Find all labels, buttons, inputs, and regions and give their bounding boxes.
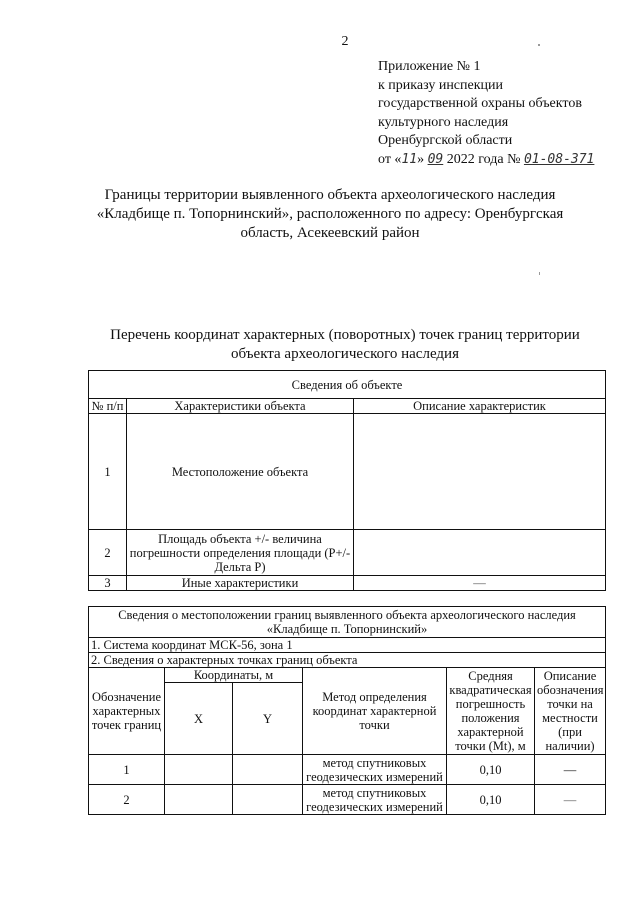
point-method: метод спутниковых геодезических измерений (303, 755, 447, 785)
row-description: — (354, 576, 606, 591)
scan-speck (539, 272, 540, 275)
row-characteristic: Площадь объекта +/- величина погрешности определения площади (P+/- Дельта P) (127, 530, 354, 576)
point-y (233, 755, 303, 785)
table-row (89, 638, 606, 653)
coordinate-system: 1. Система координат МСК-56, зона 1 (89, 638, 606, 653)
row-num: 3 (89, 576, 127, 591)
appendix-line: культурного наследия (378, 114, 509, 130)
point-x (165, 755, 233, 785)
scan-speck (538, 44, 540, 46)
appendix-date-line (378, 151, 594, 170)
table-header-row (89, 371, 606, 399)
table-row (89, 785, 606, 815)
title-line: «Кладбище п. Топорнинский», расположенного по адресу: Оренбургская (96, 206, 564, 222)
table-row (89, 653, 606, 668)
date-prefix: от « (378, 151, 402, 167)
point-error: 0,10 (447, 755, 535, 785)
appendix-line: Приложение № 1 (378, 59, 481, 74)
document-title (80, 186, 580, 243)
object-info-table (88, 370, 606, 591)
list-title (80, 326, 610, 364)
point-description: — (535, 755, 606, 785)
table-header-row (89, 607, 606, 638)
title-line: область, Асекеевский район (240, 225, 420, 241)
appendix-block (378, 58, 594, 169)
row-characteristic: Местоположение объекта (127, 414, 354, 530)
point-method: метод спутниковых геодезических измерений (303, 785, 447, 815)
list-title-line: объекта археологического наследия (231, 346, 459, 362)
point-x (165, 785, 233, 815)
appendix-line: Оренбургской области (378, 133, 513, 148)
col-description: Описание характеристик (354, 399, 606, 414)
point-description: — (535, 785, 606, 815)
order-number: 01-08-371 (523, 151, 595, 167)
date-mid: » (417, 151, 428, 167)
appendix-line: к приказу инспекции (378, 77, 504, 93)
table-columns-row (89, 668, 606, 683)
table-row (89, 576, 606, 591)
appendix-line: государственной охраны объектов (378, 96, 582, 111)
col-designation: Обозначение характерных точек границ (89, 668, 165, 755)
table-row (89, 755, 606, 785)
col-x: X (165, 683, 233, 755)
title-line: Границы территории выявленного объекта археологического наследия (104, 187, 556, 203)
row-num: 1 (89, 414, 127, 530)
table-row (89, 530, 606, 576)
points-header: 2. Сведения о характерных точках границ объекта (89, 653, 606, 668)
row-description (354, 414, 606, 530)
point-y (233, 785, 303, 815)
col-coordinates: Координаты, м (165, 668, 303, 683)
col-error: Средняя квадратическая погрешность положения характерной точки (Mt), м (447, 668, 535, 755)
row-characteristic: Иные характеристики (127, 576, 354, 591)
col-point-description: Описание обозначения точки на местности (при наличии) (535, 668, 606, 755)
row-num: 2 (89, 530, 127, 576)
table-row (89, 414, 606, 530)
table1-header: Сведения об объекте (89, 371, 606, 399)
point-error: 0,10 (447, 785, 535, 815)
table-columns-row (89, 399, 606, 414)
list-title-line: Перечень координат характерных (поворотных) точек границ территории (110, 327, 580, 343)
date-suffix: 2022 года № (443, 151, 524, 167)
col-num: № п/п (89, 399, 127, 414)
date-month: 09 (427, 151, 444, 167)
boundary-points-table (88, 606, 606, 815)
table2-header: Сведения о местоположении границ выявленного объекта археологического наследия «Кладбище п. Топорнинский» (89, 607, 606, 638)
page-number: 2 (341, 34, 349, 49)
point-id: 1 (89, 755, 165, 785)
row-description (354, 530, 606, 576)
col-y: Y (233, 683, 303, 755)
col-characteristic: Характеристики объекта (127, 399, 354, 414)
col-method: Метод определения координат характерной точки (303, 668, 447, 755)
point-id: 2 (89, 785, 165, 815)
date-day: 11 (401, 151, 418, 167)
